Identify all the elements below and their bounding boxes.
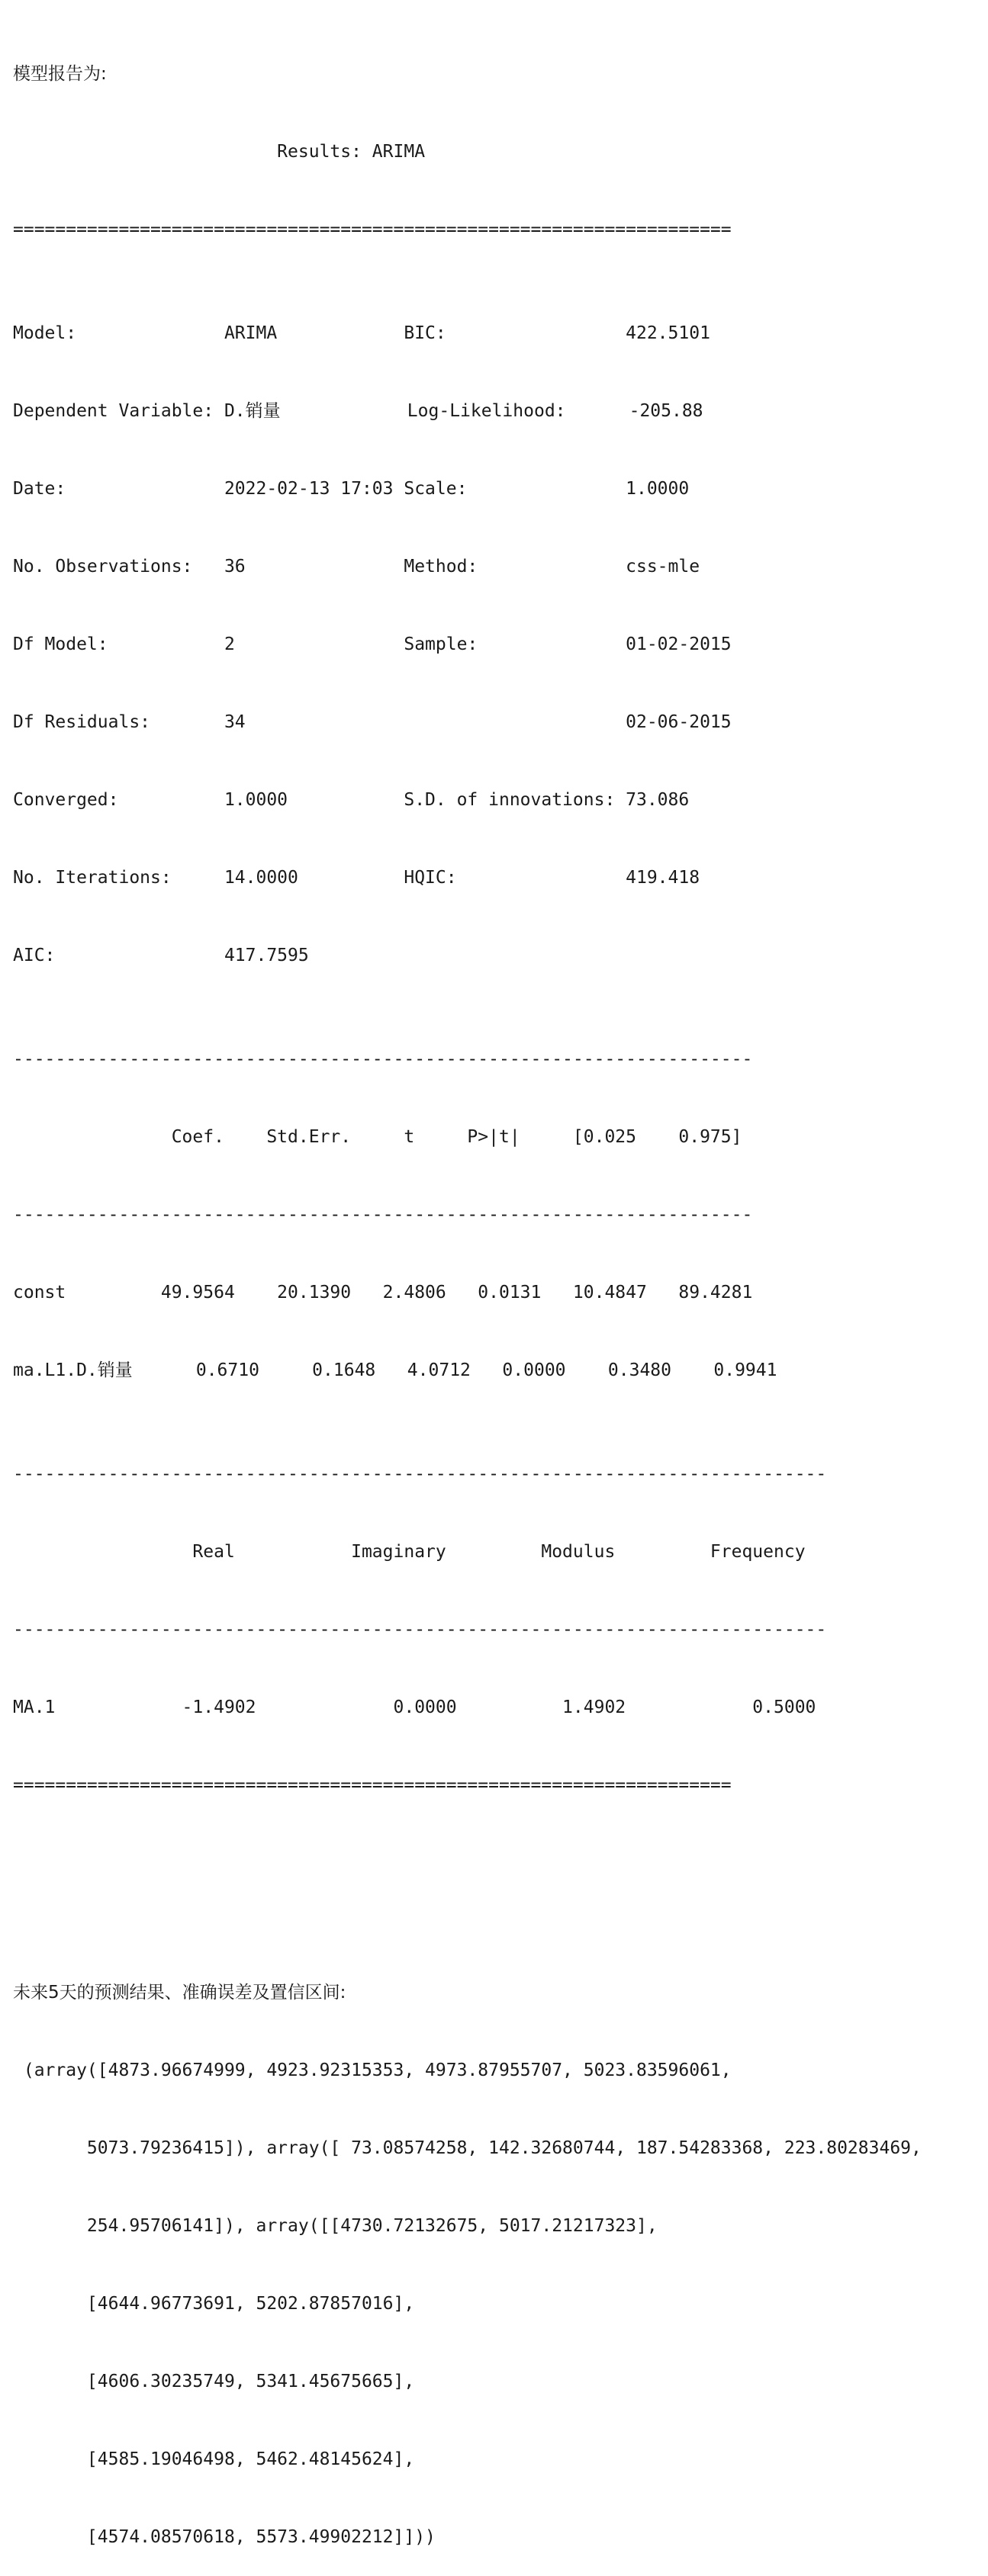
blank-line (13, 1876, 982, 1902)
rule-roots-mid: ----------------------------------------------------------------------------- (13, 1620, 827, 1640)
coef-row-const: const 49.9564 20.1390 2.4806 0.0131 10.4847 89.4281 (13, 1283, 753, 1302)
forecast-line-4: [4644.96773691, 5202.87857016], (13, 2294, 415, 2314)
meta-row-df-residuals: Df Residuals: 34 02-06-2015 (13, 712, 732, 732)
coef-row-ma: ma.L1.D.销量 0.6710 0.1648 4.0712 0.0000 0.3480 0.9941 (13, 1360, 777, 1380)
results-title: Results: ARIMA (13, 142, 426, 162)
forecast-line-5: [4606.30235749, 5341.45675665], (13, 2372, 415, 2391)
report-heading: 模型报告为: (13, 64, 107, 84)
rule-bottom: ==================================================================== (13, 1775, 732, 1795)
forecast-line-1: (array([4873.96674999, 4923.92315353, 4973.87955707, 5023.83596061, (13, 2060, 732, 2080)
forecast-line-7: [4574.08570618, 5573.49902212]])) (13, 2527, 436, 2547)
forecast-heading: 未来5天的预测结果、准确误差及置信区间: (13, 1983, 346, 2003)
meta-row-iterations: No. Iterations: 14.0000 HQIC: 419.418 (13, 868, 700, 888)
forecast-line-2: 5073.79236415]), array([ 73.08574258, 142.32680744, 187.54283368, 223.80283469, (13, 2138, 922, 2158)
meta-row-converged: Converged: 1.0000 S.D. of innovations: 73.086 (13, 790, 690, 810)
rule-coef-mid: ---------------------------------------------------------------------- (13, 1205, 753, 1225)
meta-row-observations: No. Observations: 36 Method: css-mle (13, 557, 700, 577)
meta-row-date: Date: 2022-02-13 17:03 Scale: 1.0000 (13, 479, 690, 499)
coef-header: Coef. Std.Err. t P>|t| [0.025 0.975] (13, 1127, 742, 1147)
roots-header: Real Imaginary Modulus Frequency (13, 1542, 806, 1562)
meta-row-dependent-variable: Dependent Variable: D.销量 Log-Likelihood: -205.88 (13, 401, 703, 421)
rule-coef-top: ---------------------------------------------------------------------- (13, 1049, 753, 1069)
forecast-line-6: [4585.19046498, 5462.48145624], (13, 2449, 415, 2469)
meta-row-model: Model: ARIMA BIC: 422.5101 (13, 323, 710, 343)
rule-roots-top: ----------------------------------------------------------------------------- (13, 1464, 827, 1484)
forecast-line-3: 254.95706141]), array([[4730.72132675, 5017.21217323], (13, 2216, 658, 2236)
console-output (13, 9, 982, 2576)
meta-row-aic: AIC: 417.7595 (13, 946, 309, 965)
rule-top: ==================================================================== (13, 220, 732, 239)
roots-row-ma1: MA.1 -1.4902 0.0000 1.4902 0.5000 (13, 1698, 816, 1717)
meta-row-df-model: Df Model: 2 Sample: 01-02-2015 (13, 634, 732, 654)
